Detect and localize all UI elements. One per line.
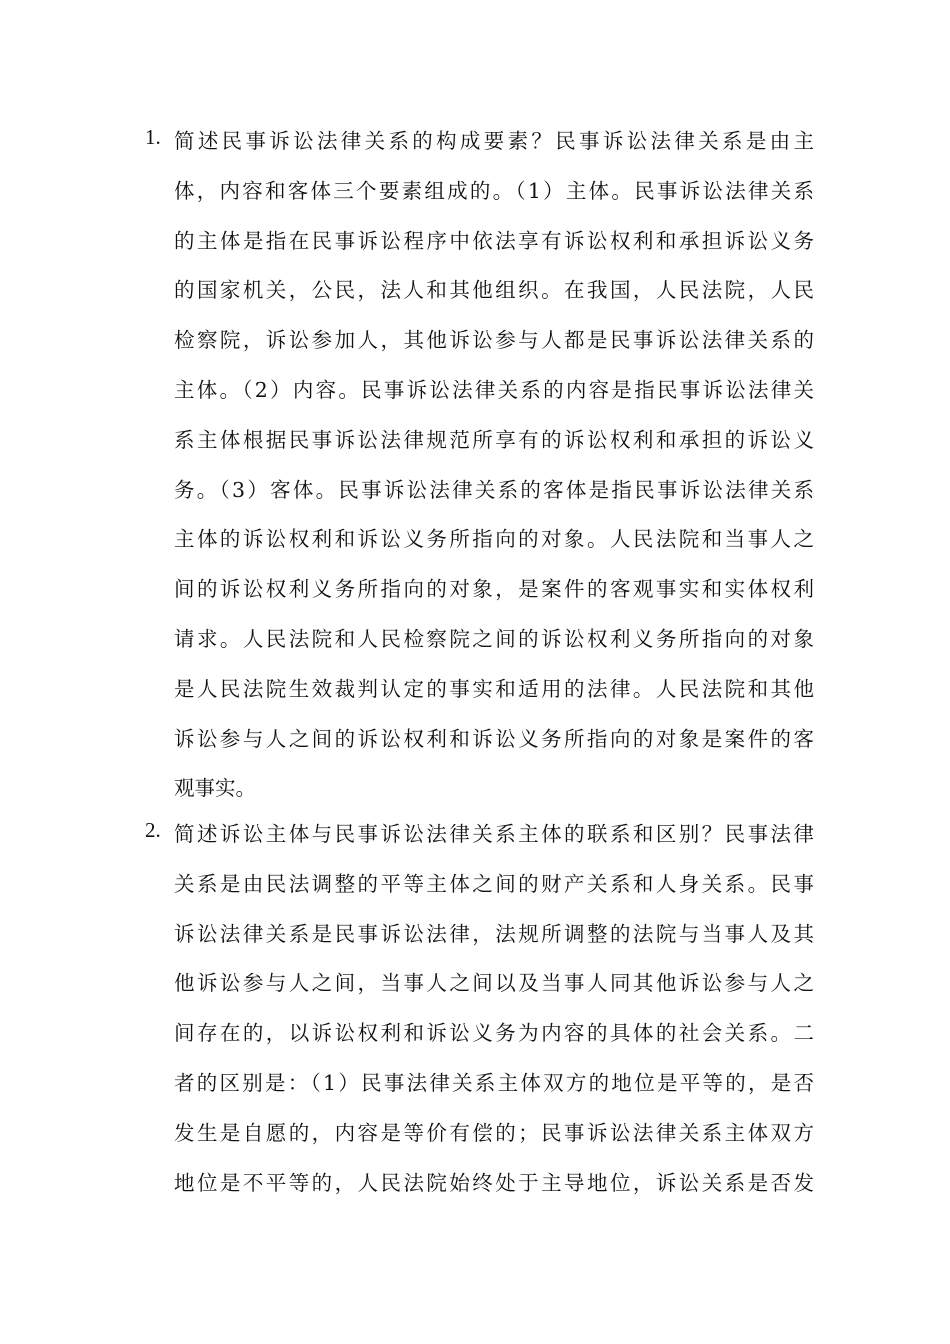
text-line: 地位是不平等的，人民法院始终处于主导地位，诉讼关系是否发 xyxy=(174,1170,814,1195)
text-line: 发生是自愿的，内容是等价有偿的；民事诉讼法律关系主体双方 xyxy=(174,1120,814,1145)
text-line: 体，内容和客体三个要素组成的。（1）主体。民事诉讼法律关系 xyxy=(174,178,814,203)
text-line: 观事实。 xyxy=(174,776,256,801)
text-line: 务。（3）客体。民事诉讼法律关系的客体是指民事诉讼法律关系 xyxy=(174,477,814,502)
item-body xyxy=(174,117,814,814)
text-line: 诉讼参与人之间的诉讼权利和诉讼义务所指向的对象是案件的客 xyxy=(174,726,814,751)
text-line: 他诉讼参与人之间，当事人之间以及当事人同其他诉讼参与人之 xyxy=(174,971,814,996)
text-line: 间的诉讼权利义务所指向的对象，是案件的客观事实和实体权利 xyxy=(174,577,814,602)
text-line: 者的区别是：（1）民事法律关系主体双方的地位是平等的，是否 xyxy=(174,1070,814,1095)
text-line: 简述诉讼主体与民事诉讼法律关系主体的联系和区别？民事法律 xyxy=(174,822,814,846)
text-line: 的国家机关，公民，法人和其他组织。在我国，人民法院，人民 xyxy=(174,278,814,303)
text-line: 是人民法院生效裁判认定的事实和适用的法律。人民法院和其他 xyxy=(174,676,814,701)
text-line: 间存在的，以诉讼权利和诉讼义务为内容的具体的社会关系。二 xyxy=(174,1021,814,1046)
text-line: 请求。人民法院和人民检察院之间的诉讼权利义务所指向的对象 xyxy=(174,626,814,651)
text-line: 检察院，诉讼参加人，其他诉讼参与人都是民事诉讼法律关系的 xyxy=(174,328,814,353)
item-body xyxy=(174,810,814,1208)
text-line: 的主体是指在民事诉讼程序中依法享有诉讼权利和承担诉讼义务 xyxy=(174,228,814,253)
item-number: 2. xyxy=(145,818,161,842)
text-line: 诉讼法律关系是民事诉讼法律，法规所调整的法院与当事人及其 xyxy=(174,921,814,946)
text-line: 主体。（2）内容。民事诉讼法律关系的内容是指民事诉讼法律关 xyxy=(174,377,814,402)
text-line: 主体的诉讼权利和诉讼义务所指向的对象。人民法院和当事人之 xyxy=(174,527,814,552)
text-line: 关系是由民法调整的平等主体之间的财产关系和人身关系。民事 xyxy=(174,871,814,896)
text-line: 简述民事诉讼法律关系的构成要素？民事诉讼法律关系是由主 xyxy=(174,129,814,153)
text-line: 系主体根据民事诉讼法律规范所享有的诉讼权利和承担的诉讼义 xyxy=(174,427,814,452)
item-number: 1. xyxy=(145,125,161,149)
